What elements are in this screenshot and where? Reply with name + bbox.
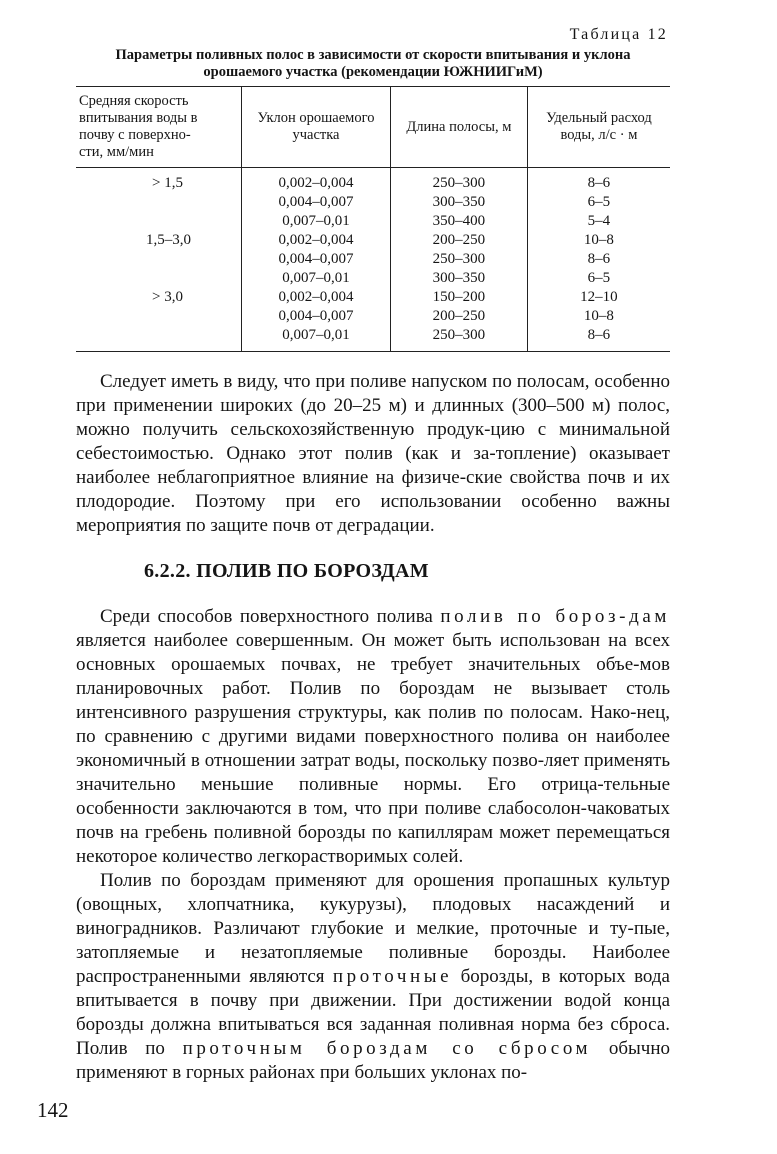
section-heading: 6.2.2. ПОЛИВ ПО БОРОЗДАМ	[144, 560, 429, 582]
table-row	[76, 231, 670, 250]
length-cell: 150–200	[390, 288, 527, 307]
spaced-emphasis: проточные	[332, 966, 453, 987]
table-caption-line: орошаемого участка (рекомендации ЮЖНИИГиМ)	[203, 64, 543, 80]
flow-cell: 8–6	[527, 168, 670, 194]
slope-cell: 0,004–0,007	[241, 307, 390, 326]
infiltration-cell: > 1,5	[152, 175, 183, 191]
length-cell: 250–300	[390, 250, 527, 269]
page-number: 142	[37, 1098, 69, 1122]
paragraph: Среди способов поверхностного полива полив по бороз-дам является наиболее совершенным. Он может быть использован на всех основных орошаемых почвах, не требует значительных объе-мов планировочных работ. Полив по бороздам не вызывает столь интенсивного разрушения структуры, как полив по полосам. Нако-нец, по сравнению с другими видами поверхностного полива он наиболее экономичный в отношении затрат воды, поскольку позво-ляет применять значительно меньшие поливные нормы. Его отрица-тельные особенности заключаются в том, что при поливе слабосолон-чаковатых почв на гребень поливной борозды по капиллярам может перемещаться некоторое количество легкорастворимых солей.	[76, 606, 671, 867]
spaced-emphasis: полив по бороз-	[440, 606, 630, 627]
length-cell: 300–350	[390, 193, 527, 212]
flow-cell: 8–6	[527, 250, 670, 269]
paragraph: Следует иметь в виду, что при поливе напуском по полосам, особенно при применении широких (до 20–25 м) и длинных (300–500 м) полос, можно получить сельскохозяйственную продук-цию с минимальной себестоимостью. Однако этот полив (как и за-топление) оказывает наиболее неблагоприятное влияние на физиче-ские свойства почв и их плодородие. Поэтому при его использовании особенно важны мероприятия по защите почв от деградации.	[76, 371, 671, 536]
header-slope: Уклон орошаемого участка	[241, 87, 390, 168]
table-row	[76, 212, 670, 231]
flow-cell: 12–10	[527, 288, 670, 307]
infiltration-cell: > 3,0	[152, 289, 183, 305]
table-header-row	[76, 87, 670, 168]
slope-cell: 0,007–0,01	[241, 326, 390, 352]
table-row	[76, 288, 670, 307]
flow-cell: 10–8	[527, 307, 670, 326]
slope-cell: 0,002–0,004	[241, 288, 390, 307]
page-content	[76, 26, 670, 1085]
infiltration-cell: 1,5–3,0	[145, 232, 191, 248]
slope-cell: 0,007–0,01	[241, 212, 390, 231]
table-caption	[80, 47, 666, 81]
slope-cell: 0,002–0,004	[241, 168, 390, 194]
parameters-table	[76, 86, 670, 352]
header-strip-length: Длина полосы, м	[390, 87, 527, 168]
slope-cell: 0,007–0,01	[241, 269, 390, 288]
flow-cell: 8–6	[527, 326, 670, 352]
table-row	[76, 250, 670, 269]
table-number: Таблица 12	[569, 26, 668, 43]
header-infiltration-rate: Средняя скорость впитывания воды в почву с поверхно- сти, мм/мин	[76, 87, 241, 168]
slope-cell: 0,004–0,007	[241, 250, 390, 269]
table-caption-line: Параметры поливных полос в зависимости от скорости впитывания и уклона	[115, 47, 631, 63]
flow-cell: 5–4	[527, 212, 670, 231]
table-row	[76, 307, 670, 326]
flow-cell: 10–8	[527, 231, 670, 250]
table-row	[76, 269, 670, 288]
length-cell: 250–300	[390, 326, 527, 352]
length-cell: 350–400	[390, 212, 527, 231]
header-unit-flow: Удельный расход воды, л/с · м	[527, 87, 670, 168]
flow-cell: 6–5	[527, 193, 670, 212]
table-row	[76, 326, 670, 352]
table-row	[76, 193, 670, 212]
spaced-emphasis: проточным бороздам со сбросом	[182, 1038, 592, 1059]
body-text	[76, 605, 670, 1085]
length-cell: 200–250	[390, 231, 527, 250]
spaced-emphasis: дам	[629, 606, 670, 627]
paragraph: Полив по бороздам применяют для орошения пропашных культур (овощных, хлопчатника, кукурузы), плодовых насаждений и виноградников. Различают глубокие и мелкие, проточные и ту-пые, затопляемые и незатопляемые поливные борозды. Наиболее распространенными являются проточные борозды, в которых вода впитывается в почву при движении. При достижении водой конца борозды должна впитываться вся заданная поливная норма без сброса. Полив по проточным бороздам со сбросом обычно применяют в горных районах при больших уклонах по-	[76, 870, 671, 1083]
table-row	[76, 168, 670, 194]
length-cell: 250–300	[390, 168, 527, 194]
body-text	[76, 370, 670, 538]
slope-cell: 0,004–0,007	[241, 193, 390, 212]
flow-cell: 6–5	[527, 269, 670, 288]
length-cell: 300–350	[390, 269, 527, 288]
slope-cell: 0,002–0,004	[241, 231, 390, 250]
length-cell: 200–250	[390, 307, 527, 326]
